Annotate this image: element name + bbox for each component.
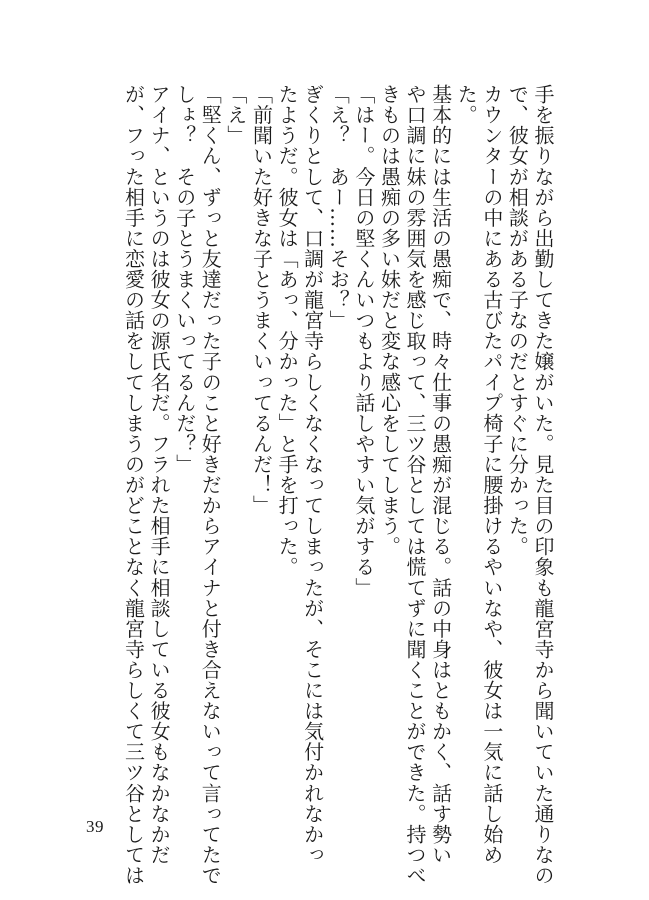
text-line: しょ？ その子とうまくいってるんだ？」 bbox=[172, 84, 197, 475]
text-line: 「前聞いた好きな子とうまくいってるんだ！」 bbox=[249, 84, 274, 516]
text-line: 基本的には生活の愚痴で、時々仕事の愚痴が混じる。話の中身はともかく、話す勢い bbox=[428, 84, 453, 865]
vertical-text-body bbox=[121, 84, 555, 886]
text-line: たようだ。彼女は「あっ、分かった」と手を打った。 bbox=[275, 84, 300, 578]
text-line: や口調に妹の雰囲気を感じ取って、三ツ谷としては慌てずに聞くことができた。持つべ bbox=[403, 84, 428, 886]
text-line: が、フった相手に恋愛の話をしてしまうのがどことなく龍宮寺らしくて三ツ谷としては bbox=[121, 84, 146, 886]
text-line: きものは愚痴の多い妹だと変な感心をしてしまう。 bbox=[377, 84, 402, 557]
text-line: ぎくりとして、口調が龍宮寺らしくなくなってしまったが、そこには気付かれなかっ bbox=[300, 84, 325, 865]
text-line: 手を振りながら出勤してきた嬢がいた。見た目の印象も龍宮寺から聞いていた通りなの bbox=[531, 84, 555, 886]
text-line: で、彼女が相談がある子なのだとすぐに分かった。 bbox=[505, 84, 530, 557]
text-line: 「え」 bbox=[223, 84, 248, 146]
text-line: カウンターの中にある古びたパイプ椅子に腰掛けるやいなや、彼女は一気に話し始め bbox=[479, 84, 504, 865]
text-line: アイナ、というのは彼女の源氏名だ。フラれた相手に相談している彼女もなかなかだ bbox=[147, 84, 172, 865]
text-line: 「堅くん、ずっと友達だった子のこと好きだからアイナと付き合えないって言ってたで bbox=[198, 84, 223, 886]
text-line: 「え？ あー……そお？」 bbox=[326, 84, 351, 331]
page-number: 39 bbox=[86, 817, 104, 836]
text-line: た。 bbox=[454, 84, 479, 126]
text-line: 「はー。今日の堅くんいつもより話しやすい気がする」 bbox=[351, 84, 376, 598]
